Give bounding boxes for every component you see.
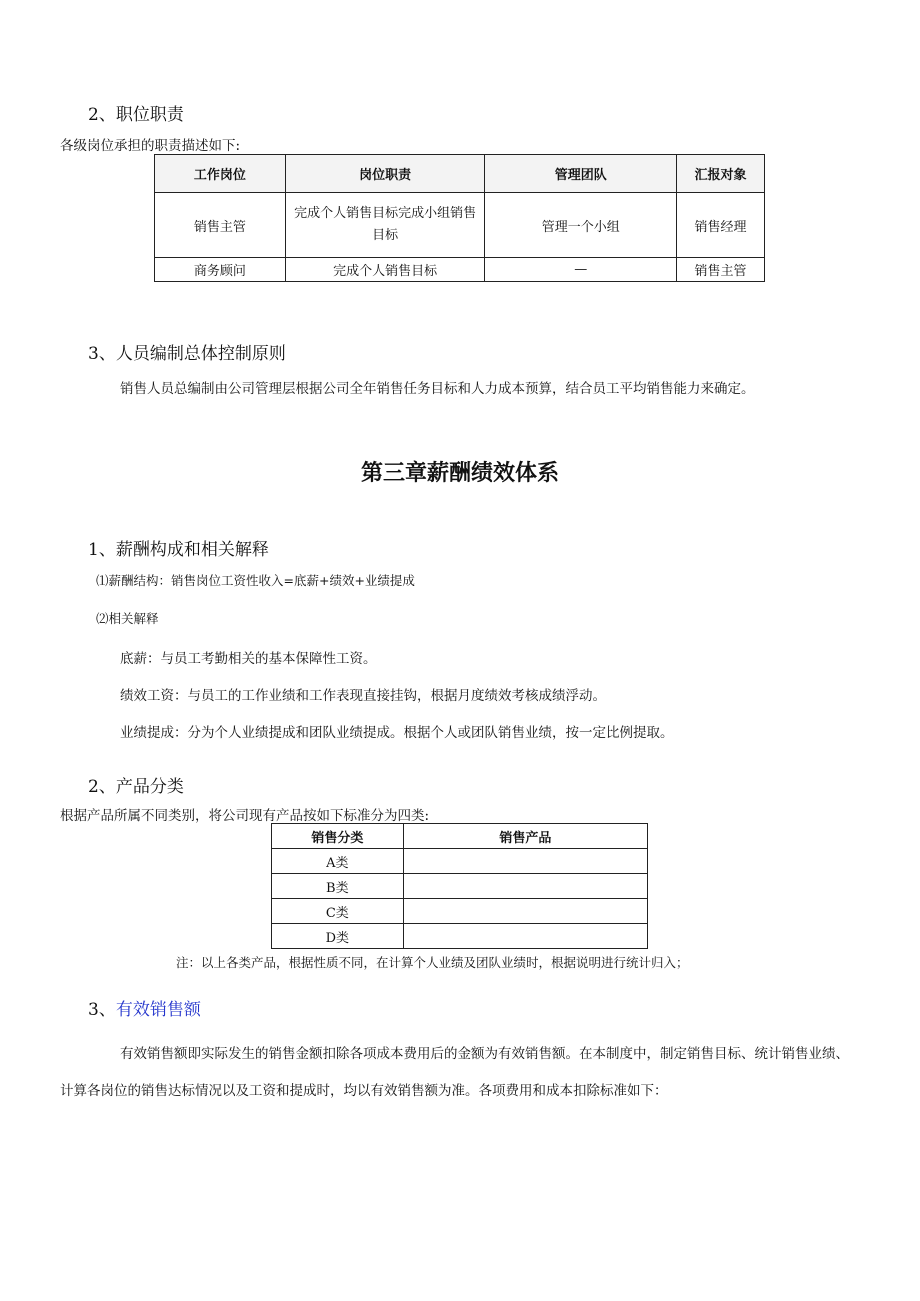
header-cell: 管理团队 (485, 155, 677, 193)
header-cell: 销售产品 (403, 824, 647, 849)
table-cell (403, 899, 647, 924)
section-heading-job-duties: 2、职位职责 (88, 105, 184, 125)
duties-table-header (155, 155, 765, 193)
effective-sales-text: 有效销售额即实际发生的销售金额扣除各项成本费用后的金额为有效销售额。在本制度中，制定销售目标、统计销售业绩、计算各岗位的销售达标情况以及工资和提成时，均以有效销售额为准。各项费用和成本扣除标准如下： (60, 1046, 849, 1099)
product-class-table (271, 823, 648, 949)
table-cell: 完成个人销售目标完成小组销售目标 (285, 193, 485, 258)
header-cell: 岗位职责 (285, 155, 485, 193)
section-heading-staffing: 3、人员编制总体控制原则 (88, 344, 286, 364)
table-cell: 销售经理 (677, 193, 765, 258)
table-cell: — (485, 258, 677, 282)
table-cell: D类 (272, 924, 404, 949)
table-cell: B类 (272, 874, 404, 899)
table-row (272, 849, 648, 874)
table-cell: A类 (272, 849, 404, 874)
table-cell: 销售主管 (677, 258, 765, 282)
table-cell (403, 924, 647, 949)
table-row (272, 924, 648, 949)
header-cell: 汇报对象 (677, 155, 765, 193)
explanation-title: ⑵相关解释 (96, 611, 159, 626)
effective-sales-link[interactable]: 有效销售额 (115, 1000, 201, 1020)
base-salary-text: 底薪：与员工考勤相关的基本保障性工资。 (120, 651, 377, 667)
product-class-note: 注：以上各类产品，根据性质不同，在计算个人业绩及团队业绩时，根据说明进行统计归入； (176, 955, 689, 970)
compensation-structure: ⑴薪酬结构：销售岗位工资性收入=底薪+绩效+业绩提成 (96, 573, 415, 588)
table-row (155, 193, 765, 258)
commission-text: 业绩提成：分为个人业绩提成和团队业绩提成。根据个人或团队销售业绩，按一定比例提取。 (120, 725, 674, 741)
table-cell: 商务顾问 (155, 258, 286, 282)
duties-table (154, 154, 765, 282)
table-cell: C类 (272, 899, 404, 924)
product-class-intro: 根据产品所属不同类别，将公司现有产品按如下标准分为四类: (60, 808, 430, 824)
product-table-header (272, 824, 648, 849)
staffing-text: 销售人员总编制由公司管理层根据公司全年销售任务目标和人力成本预算，结合员工平均销售能力来确定。 (120, 381, 755, 397)
table-cell (403, 849, 647, 874)
duties-intro: 各级岗位承担的职责描述如下: (60, 138, 241, 154)
header-cell: 工作岗位 (155, 155, 286, 193)
table-row (272, 874, 648, 899)
header-cell: 销售分类 (272, 824, 404, 849)
table-cell: 完成个人销售目标 (285, 258, 485, 282)
section-heading-compensation: 1、薪酬构成和相关解释 (88, 540, 269, 560)
table-row (155, 258, 765, 282)
section-heading-effective-sales (88, 995, 201, 1020)
performance-pay-text: 绩效工资：与员工的工作业绩和工作表现直接挂钩，根据月度绩效考核成绩浮动。 (120, 688, 606, 704)
table-cell: 销售主管 (155, 193, 286, 258)
section-heading-product-class: 2、产品分类 (88, 777, 184, 797)
table-row (272, 899, 648, 924)
chapter-title: 第三章薪酬绩效体系 (360, 461, 559, 486)
table-cell (403, 874, 647, 899)
table-cell: 管理一个小组 (485, 193, 677, 258)
heading-number: 3、 (88, 1000, 116, 1020)
